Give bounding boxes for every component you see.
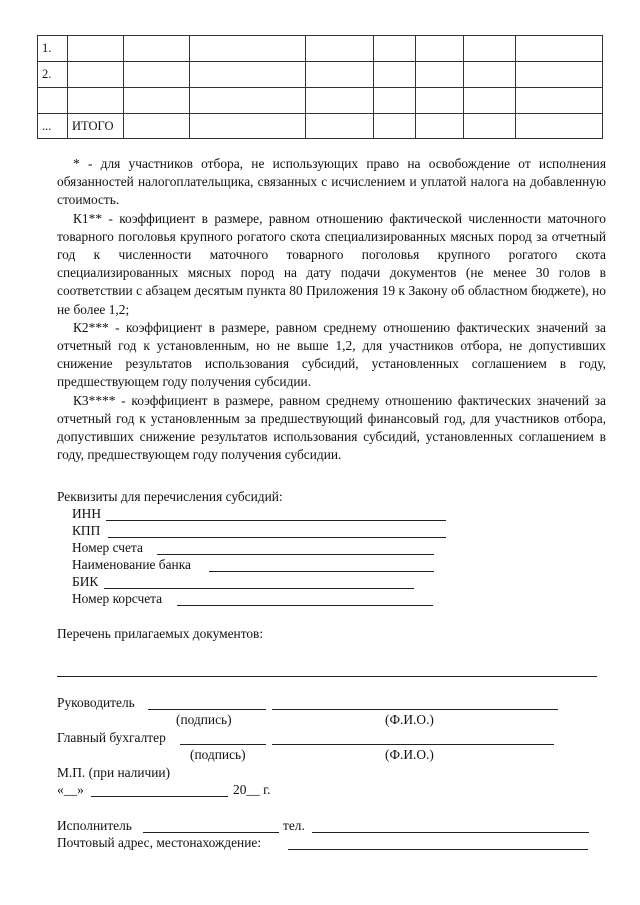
seal-label: М.П. (при наличии) [57, 765, 171, 780]
row-number: 2. [38, 62, 68, 88]
requisites-title: Реквизиты для перечисления субсидий: [57, 489, 283, 504]
date-day: «__» [57, 782, 84, 797]
bank-label: Наименование банка [72, 557, 191, 572]
kpp-label: КПП [72, 523, 101, 538]
inn-label: ИНН [72, 506, 102, 521]
bik-row [72, 573, 98, 590]
address-label: Почтовый адрес, местонахождение: [57, 835, 262, 850]
account-field[interactable] [157, 554, 434, 555]
accountant-signature-caption: (подпись) [190, 747, 246, 762]
footnotes [57, 155, 606, 464]
accountant-signature-field[interactable] [180, 744, 266, 745]
bik-field[interactable] [104, 588, 414, 589]
row-name [68, 62, 124, 88]
bik-label: БИК [72, 574, 99, 589]
row-number: ... [38, 114, 68, 139]
corr-row [72, 590, 162, 607]
head-fio-caption: (Ф.И.О.) [385, 712, 434, 727]
inn-row [72, 505, 101, 522]
kpp-field[interactable] [108, 537, 446, 538]
executor-field[interactable] [143, 832, 279, 833]
executor-label: Исполнитель [57, 818, 132, 833]
row-name [68, 36, 124, 62]
accountant-fio-field[interactable] [272, 744, 554, 745]
accountant-fio-caption: (Ф.И.О.) [385, 747, 434, 762]
table-row [38, 88, 603, 114]
documents-field[interactable] [57, 676, 597, 677]
head-signature-caption: (подпись) [176, 712, 232, 727]
corr-label: Номер корсчета [72, 591, 163, 606]
footnote-vat: * - для участников отбора, не использующих право на освобождение от исполнения обязанностей налогоплательщика, связанных с исчислением и уплатой налога на добавленную стоимость. [57, 156, 606, 208]
account-label: Номер счета [72, 540, 143, 555]
summary-table [37, 35, 603, 139]
footnote-k3: К3**** - коэффициент в размере, равном среднему отношению фактических значений за отчетный год к установленным за предшествующий финансовый год, для участников отбора, допустивших снижение результатов использования субсидий, установленных соглашением в году, предшествующем году получения субсидии. [57, 392, 606, 463]
phone-field[interactable] [312, 832, 589, 833]
documents-title: Перечень прилагаемых документов: [57, 626, 264, 641]
date-year: 20__ г. [233, 782, 271, 797]
row-number: 1. [38, 36, 68, 62]
row-number [38, 88, 68, 114]
row-name [68, 88, 124, 114]
table-row [38, 62, 603, 88]
head-signature-field[interactable] [148, 709, 266, 710]
bank-row [72, 556, 191, 573]
inn-field[interactable] [106, 520, 446, 521]
kpp-row [72, 522, 100, 539]
corr-field[interactable] [177, 605, 433, 606]
footnote-k2: К2*** - коэффициент в размере, равном среднему отношению фактических значений за отчетный год к установленным, но не выше 1,2, для участников отбора, не допустивших снижение результатов использования субсидий, установленных соглашением в году, предшествующем году получения субсидии. [57, 319, 606, 390]
table-row [38, 36, 603, 62]
row-total-label: ИТОГО [68, 114, 124, 139]
address-field[interactable] [288, 849, 588, 850]
footnote-k1: К1** - коэффициент в размере, равном отношению фактической численности маточного товарного поголовья крупного рогатого скота специализированных мясных пород за отчетный год к численности маточного товарного поголовья крупного рогатого скота специализированных мясных пород на дату подачи документов (не менее 30 голов в соответствии с абзацем десятым пункта 80 Приложения 19 к Закону об областном бюджете), но не более 1,2; [57, 210, 606, 317]
date-month-field[interactable] [91, 796, 228, 797]
account-row [72, 539, 143, 556]
head-fio-field[interactable] [272, 709, 558, 710]
bank-field[interactable] [209, 571, 434, 572]
phone-label: тел. [283, 818, 305, 833]
accountant-label: Главный бухгалтер [57, 730, 166, 745]
head-label: Руководитель [57, 695, 135, 710]
table-row-total [38, 114, 603, 139]
